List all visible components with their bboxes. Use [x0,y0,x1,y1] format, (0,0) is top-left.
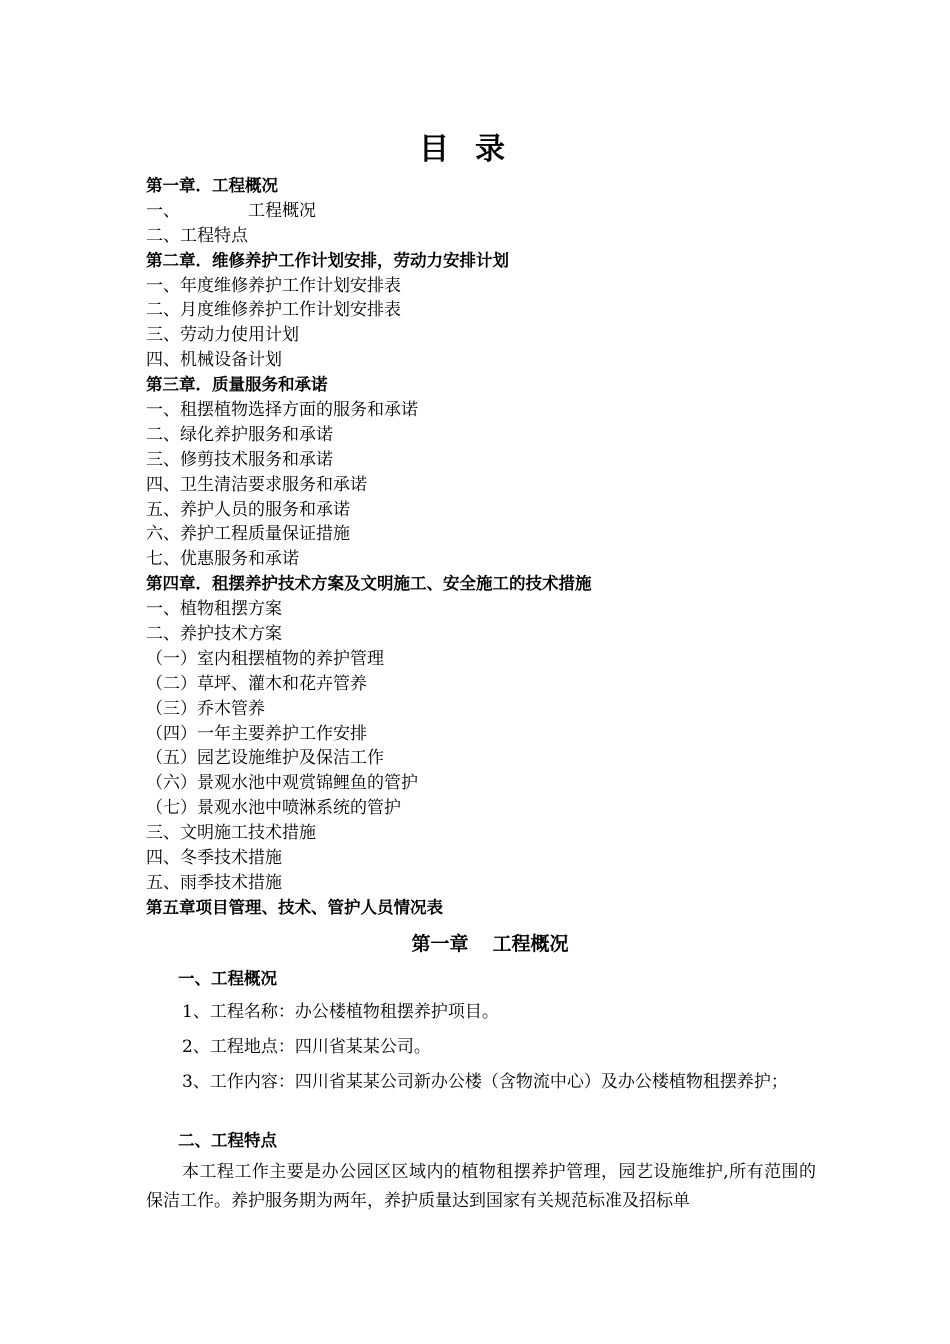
project-name-item: 1、工程名称：办公楼植物租摆养护项目。 [182,1002,499,1022]
toc-entry: （六）景观水池中观赏锦鲤鱼的管护 [146,773,418,794]
toc-entry: 四、卫生清洁要求服务和承诺 [146,474,367,495]
toc-entry: 二、养护技术方案 [146,624,282,645]
toc-entry: 七、优惠服务和承诺 [146,549,299,570]
toc-entry: 三、文明施工技术措施 [146,823,316,844]
toc-title: 目录 [419,132,531,167]
toc-entry: 二、月度维修养护工作计划安排表 [146,300,401,321]
toc-entry [146,199,826,224]
features-paragraph: 本工程工作主要是办公园区区域内的植物租摆养护管理，园艺设施维护,所有范围的保洁工作。养护服务期为两年，养护质量达到国家有关规范标准及招标单 [146,1162,816,1211]
toc-chapter-entry: 第一章．工程概况 [146,176,278,195]
toc-entry: 五、养护人员的服务和承诺 [146,499,350,520]
toc-chapter-entry: 第三章．质量服务和承诺 [146,375,328,395]
toc-entry: 四、机械设备计划 [146,350,282,371]
toc-entry: （一）室内租摆植物的养护管理 [146,648,384,669]
toc-entry-label: 工程概况 [248,200,316,221]
toc-entry: 一、租摆植物选择方面的服务和承诺 [146,400,418,421]
toc-chapter-entry: 第二章．维修养护工作计划安排，劳动力安排计划 [146,250,509,270]
toc-entry: 六、养护工程质量保证措施 [146,524,350,545]
section-title-overview: 一、工程概况 [178,969,277,988]
section-title-features: 二、工程特点 [178,1131,277,1150]
toc-entry: 五、雨季技术措施 [146,872,282,893]
toc-entry: （三）乔木管养 [146,698,265,719]
work-content-item: 3、工作内容：四川省某某公司新办公楼（含物流中心）及办公楼植物租摆养护； [182,1072,788,1092]
toc-chapter-entry: 第五章项目管理、技术、管护人员情况表 [146,897,443,917]
toc-entry: （二）草坪、灌木和花卉管养 [146,673,367,694]
chapter-heading-number: 第一章 [411,933,469,955]
toc-entry: 三、修剪技术服务和承诺 [146,449,333,470]
toc-entry: 二、绿化养护服务和承诺 [146,424,333,445]
toc-entry: 一、植物租摆方案 [146,599,282,620]
toc-entry: （七）景观水池中喷淋系统的管护 [146,798,401,819]
chapter-heading-title: 工程概况 [492,933,569,955]
toc-entry: （五）园艺设施维护及保洁工作 [146,748,384,769]
toc-entry: （四）一年主要养护工作安排 [146,723,367,744]
toc-entry: 四、冬季技术措施 [146,848,282,869]
toc-chapter-entry: 第四章．租摆养护技术方案及文明施工、安全施工的技术措施 [146,574,592,594]
toc-entry-number: 一、 [146,200,180,221]
toc-entry: 三、劳动力使用计划 [146,325,299,346]
chapter-heading [0,927,950,961]
table-of-contents [146,174,826,921]
toc-entry: 一、年度维修养护工作计划安排表 [146,275,401,296]
toc-entry: 二、工程特点 [146,225,248,246]
project-location-item: 2、工程地点：四川省某某公司。 [182,1037,431,1057]
